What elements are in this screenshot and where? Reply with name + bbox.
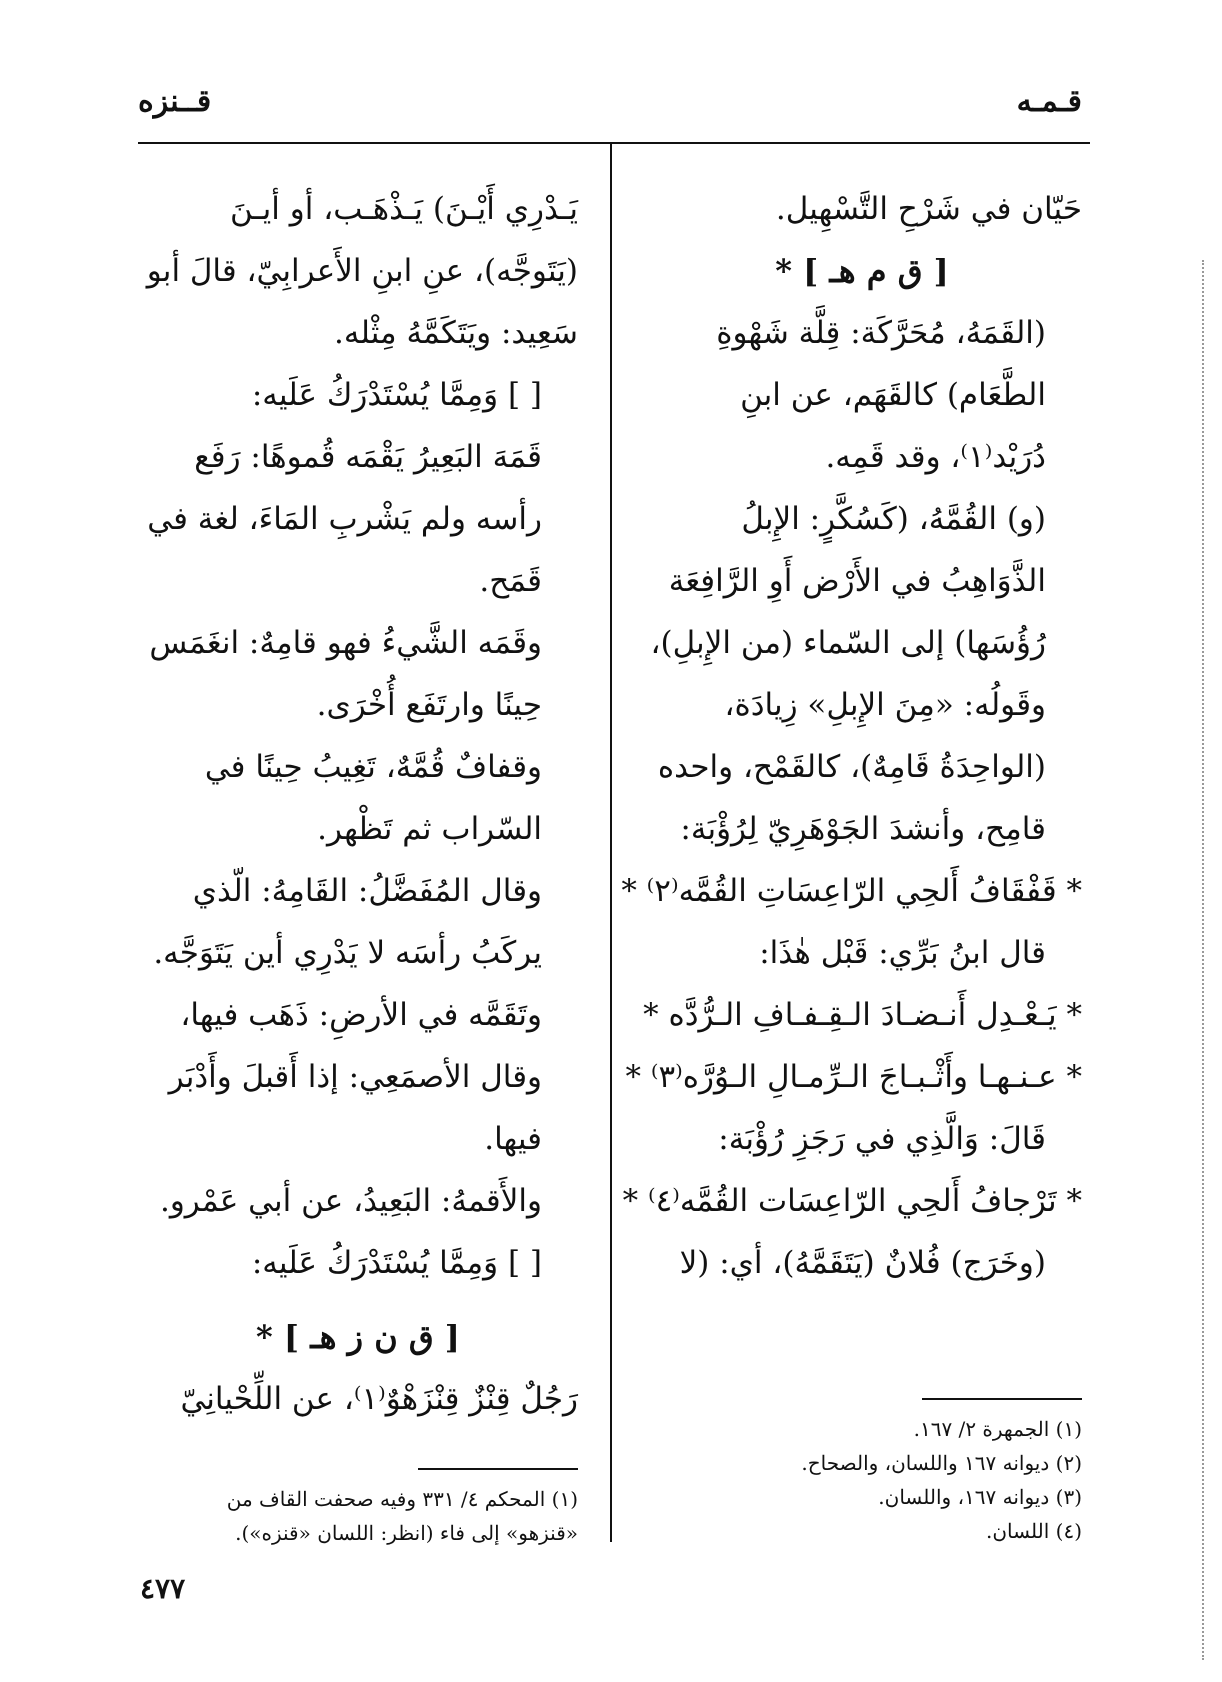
footnote-rule-left — [418, 1468, 578, 1470]
left-paragraph-5: وقفافٌ قُمَّهٌ، تَغِيبُ حِينًا في السّراب ثم تَظْهر. — [204, 749, 542, 847]
right-paragraph-3: (و) القُمَّهُ، (كَسُكَّرٍ: الإِبلُ الذَّوَاهِبُ في الأَرْض أَوِ الرَّافِعَة رُؤُسَها) إلى السّماء (من الإِبلِ)، وقَولُه: «مِنَ الإِبلِ» زِيادَة، (الواحِدَةُ قَامِهٌ)، كالقَمْح، واحده قامِح، وأنشدَ الجَوْهَرِيّ لِرُؤْبَة: — [650, 501, 1046, 847]
verse-line-3: * عـنـهـا وأَثْـبـاجَ الـرِّمـالِ الـوُرَّه⁽٣⁾ * — [625, 1059, 1082, 1095]
running-header-left: قــنزه — [138, 84, 212, 119]
left-paragraph-1: يَـدْرِي أَيْـنَ) يَـذْهَـب، أو أيـنَ (يَتَوجَّه)، عنِ ابنِ الأَعرابِيّ، قالَ أبو سَعِيد: ويَتَكَمَّهُ مِثْله. — [146, 191, 578, 351]
entry-heading-qnzh: [ ق ن ز هـ ] * — [256, 1318, 460, 1356]
left-column-body — [138, 178, 578, 1417]
footnote-right-3: (٣) ديوانه ١٦٧، واللسان. — [878, 1485, 1082, 1509]
left-paragraph-7: وتَقَمَّه في الأرضِ: ذَهَب فيها، وقال الأصمَعِي: إذا أَقبلَ وأَدْبَر فيها. — [168, 997, 542, 1157]
right-paragraph-6: (وخَرَج) فُلانٌ (يَتَقَمَّهُ)، أي: (لا — [679, 1245, 1046, 1281]
left-paragraph-9: [ ] وَمِمَّا يُسْتَدْرَكُ عَلَيه: — [251, 1245, 542, 1281]
left-paragraph-6: وقال المُفَضَّلُ: القَامِهُ: الّذي يركَبُ رأسَه لا يَدْرِي أين يَتَوَجَّه. — [153, 873, 542, 971]
margin-dots — [1198, 260, 1204, 1660]
left-paragraph-8: والأَقمهُ: البَعِيدُ، عن أبي عَمْرو. — [159, 1183, 542, 1219]
left-paragraph-2: [ ] وَمِمَّا يُسْتَدْرَكُ عَلَيه: — [251, 377, 542, 413]
footnote-right-4: (٤) اللسان. — [986, 1519, 1082, 1543]
left-paragraph-3: قَمَهَ البَعِيرُ يَقْمَه قُموهًا: رَفَع رأسه ولم يَشْربِ المَاءَ، لغة في قَمَح. — [147, 439, 542, 599]
page-number: ٤٧٧ — [140, 1572, 186, 1605]
footnote-left-2: «قنزهو» إلى فاء (انظر: اللسان «قنزه»). — [235, 1521, 578, 1545]
header-rule — [138, 142, 1090, 144]
left-column — [138, 178, 578, 1417]
verse-line-1: * قَفْقَافُ أَلحِي الرّاعِسَاتِ القُمَّه⁽٢⁾ * — [621, 873, 1082, 909]
right-paragraph-2: (القَمَهُ، مُحَرَّكَة: قِلَّة شَهْوةِ الطَّعَام) كالقَهَم، عن ابنِ دُرَيْد⁽١⁾، وقد قَمِه. — [716, 315, 1046, 475]
footnote-right-2: (٢) ديوانه ١٦٧ واللسان، والصحاح. — [801, 1451, 1082, 1475]
right-column — [621, 178, 1082, 1398]
column-divider — [610, 142, 612, 1542]
left-paragraph-10: رَجُلٌ قِنْزٌ قِنْزَهْوٌ⁽١⁾، عن اللِّحْيانِيّ — [180, 1381, 578, 1417]
verse-line-2: * يَـعْـدِل أَنـضـادَ الـقِـفـافِ الـرُّدَّه * — [643, 997, 1082, 1033]
right-paragraph-1: حَيّان في شَرْحِ التَّسْهِيل. — [775, 191, 1082, 227]
footnote-left-1: (١) المحكم ٤/ ٣٣١ وفيه صحفت القاف من — [226, 1487, 578, 1511]
left-paragraph-4: وقَمَه الشَّيءُ فهو قامِهٌ: انغَمَس حِينًا وارتَفَع أُخْرَى. — [149, 625, 542, 723]
right-column-body — [621, 178, 1082, 1398]
verse-line-4: * تَرْجافُ أَلحِي الرّاعِسَات القُمَّه⁽٤⁾ * — [622, 1183, 1082, 1219]
footnotes-right — [642, 1398, 1082, 1548]
right-paragraph-4: قال ابنُ بَرِّي: قَبْل هٰذَا: — [759, 935, 1046, 971]
right-paragraph-5: قَالَ: وَالَّذِي في رَجَزِ رُؤْبَة: — [718, 1121, 1046, 1157]
entry-heading-qmh: [ ق م هـ ] * — [775, 252, 949, 290]
footnote-right-1: (١) الجمهرة ٢/ ١٦٧. — [913, 1417, 1082, 1441]
footnote-rule-right — [922, 1398, 1082, 1400]
footnotes-left — [138, 1468, 578, 1550]
running-header-right: قـمـه — [1016, 84, 1082, 119]
